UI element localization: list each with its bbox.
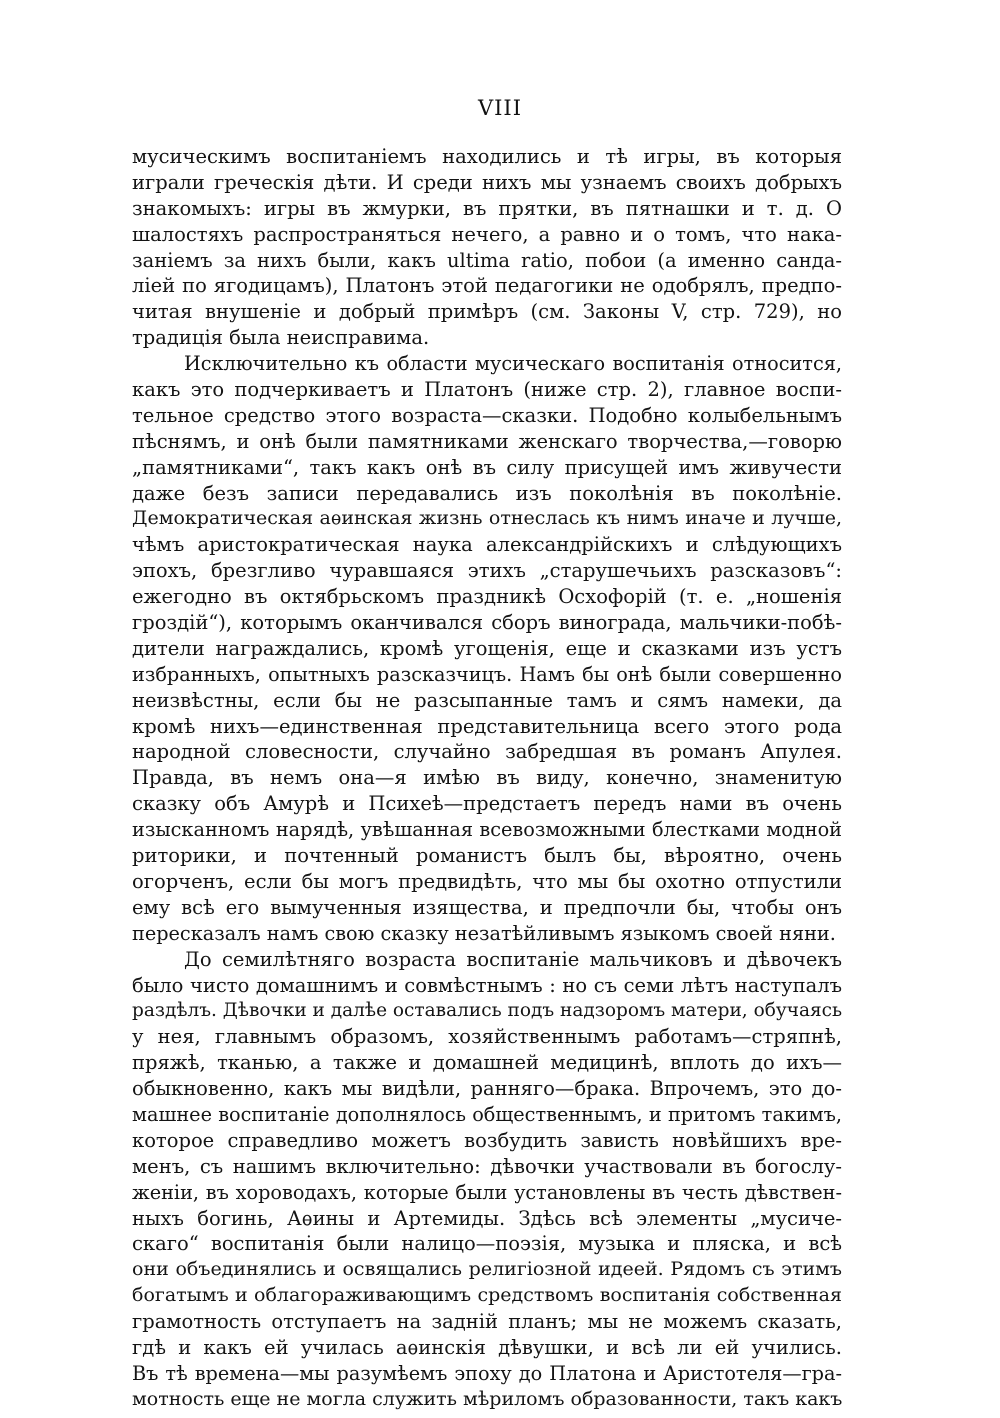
text-line: ліей по ягодицамъ), Платонъ этой педагогики не одобрялъ, предпо-	[132, 274, 842, 298]
text-line: „памятниками“, такъ какъ онѣ въ силу присущей имъ живучести	[132, 455, 842, 479]
text-line: чѣмъ аристократическая наука александрійскихъ и слѣдующихъ	[132, 533, 842, 557]
text-line: сказку объ Амурѣ и Психеѣ—предстаетъ передъ нами въ очень	[132, 792, 842, 816]
text-line: женіи, въ хороводахъ, которые были установлены въ честь дѣвствен-	[132, 1180, 842, 1204]
text-line: пересказалъ намъ свою сказку незатѣйливымъ языкомъ своей няни.	[132, 921, 836, 945]
paragraph	[132, 144, 842, 351]
text-line: читая внушеніе и добрый примѣръ (см. Законы V, стр. 729), но	[132, 300, 842, 324]
text-line: дители награждались, кромѣ угощенія, еще и сказками изъ устъ	[132, 636, 842, 660]
text-line: грамотность отступаетъ на задній планъ; мы не можемъ сказать,	[132, 1310, 842, 1334]
text-line: риторики, и почтенный романистъ былъ бы, вѣроятно, очень	[132, 844, 842, 868]
text-line: они объединялись и освящались религіозной идеей. Рядомъ съ этимъ	[132, 1258, 842, 1281]
text-line: пѣснямъ, и онѣ были памятниками женскаго творчества,—говорю	[132, 429, 842, 453]
page-number: VIII	[477, 96, 523, 120]
text-line: даже безъ записи передавались изъ поколѣнія въ поколѣніе.	[132, 481, 842, 505]
text-line: какъ это подчеркиваетъ и Платонъ (ниже стр. 2), главное воспи-	[132, 378, 842, 402]
text-line: Правда, въ немъ она—я имѣю въ виду, конечно, знаменитую	[132, 766, 842, 790]
text-line: играли греческія дѣти. И среди нихъ мы узнаемъ своихъ добрыхъ	[132, 170, 842, 194]
text-line: Въ тѣ времена—мы разумѣемъ эпоху до Платона и Аристотеля—гра-	[132, 1361, 842, 1385]
text-line: тельное средство этого возраста—сказки. Подобно колыбельнымъ	[132, 403, 842, 427]
text-line: огорченъ, если бы могъ предвидѣть, что мы бы охотно отпустили	[132, 869, 842, 893]
text-line: Демократическая аѳинская жизнь отнеслась къ нимъ иначе и лучше,	[132, 507, 842, 530]
text-line: богатымъ и облагораживающимъ средствомъ воспитанія собственная	[132, 1284, 842, 1307]
text-line: эпохъ, брезгливо чуравшаяся этихъ „старушечьихъ разсказовъ“:	[132, 559, 842, 583]
text-line: у нея, главнымъ образомъ, хозяйственнымъ работамъ—стряпнѣ,	[132, 1025, 842, 1049]
text-line: ежегодно въ октябрьскомъ праздникѣ Осхофорій (т. е. „ношенія	[132, 585, 842, 609]
text-line: менъ, съ нашимъ включительно: дѣвочки участвовали въ богослу-	[132, 1154, 842, 1178]
paragraph	[132, 947, 842, 1413]
text-line: народной словесности, случайно забредшая въ романъ Апулея.	[132, 740, 842, 764]
text-line: которое справедливо можетъ возбудить зависть новѣйшихъ вре-	[132, 1128, 842, 1152]
text-line: заніемъ за нихъ были, какъ ultima ratio, побои (а именно санда-	[132, 248, 842, 272]
paragraph	[132, 351, 842, 946]
text-line: Исключительно къ области мусическаго воспитанія относится,	[184, 352, 842, 376]
text-line: обыкновенно, какъ мы видѣли, ранняго—брака. Впрочемъ, это до-	[132, 1077, 842, 1101]
text-line: мусическимъ воспитаніемъ находились и тѣ игры, въ которыя	[132, 145, 842, 168]
text-line: гроздій“), которымъ оканчивался сборъ винограда, мальчики-побѣ-	[132, 611, 842, 635]
text-line: скаго“ воспитанія были налицо—поэзія, музыка и пляска, и всѣ	[132, 1232, 842, 1256]
text-line: знакомыхъ: игры въ жмурки, въ прятки, въ пятнашки и т. д. О	[132, 196, 842, 220]
text-line: шалостяхъ распространяться нечего, а равно и о томъ, что нака-	[132, 222, 842, 246]
text-line: машнее воспитаніе дополнялось общественнымъ, и притомъ такимъ,	[132, 1102, 842, 1126]
text-line: традиція была неисправима.	[132, 326, 430, 350]
text-line: гдѣ и какъ ей училась аѳинскія дѣвушки, и всѣ ли ей учились.	[132, 1335, 842, 1359]
text-line: мотность еще не могла служить мѣриломъ образованности, такъ какъ	[132, 1387, 842, 1410]
text-line: было чисто домашнимъ и совмѣстнымъ : но съ семи лѣтъ наступалъ	[132, 973, 842, 997]
text-line: ему всѣ его вымученныя изящества, и предпочли бы, чтобы онъ	[132, 895, 842, 919]
text-line: избранныхъ, опытныхъ разсказчицъ. Намъ бы онѣ были совершенно	[132, 662, 842, 686]
text-line: кромѣ нихъ—единственная представительница всего этого рода	[132, 714, 842, 738]
text-line: неизвѣстны, если бы не разсыпанные тамъ и сямъ намеки, да	[132, 688, 842, 712]
text-line: пряжѣ, тканью, а также и домашней медицинѣ, вплоть до ихъ—	[132, 1051, 842, 1075]
body-text	[132, 144, 842, 1413]
text-line: ныхъ богинь, Аѳины и Артемиды. Здѣсь всѣ элементы „мусиче-	[132, 1206, 842, 1230]
text-line: изысканномъ нарядѣ, увѣшанная всевозможными блестками модной	[132, 818, 842, 842]
text-line: До семилѣтняго возраста воспитаніе мальчиковъ и дѣвочекъ	[184, 947, 842, 971]
text-line: раздѣлъ. Дѣвочки и далѣе оставались подъ надзоромъ матери, обучаясь	[132, 1000, 842, 1022]
